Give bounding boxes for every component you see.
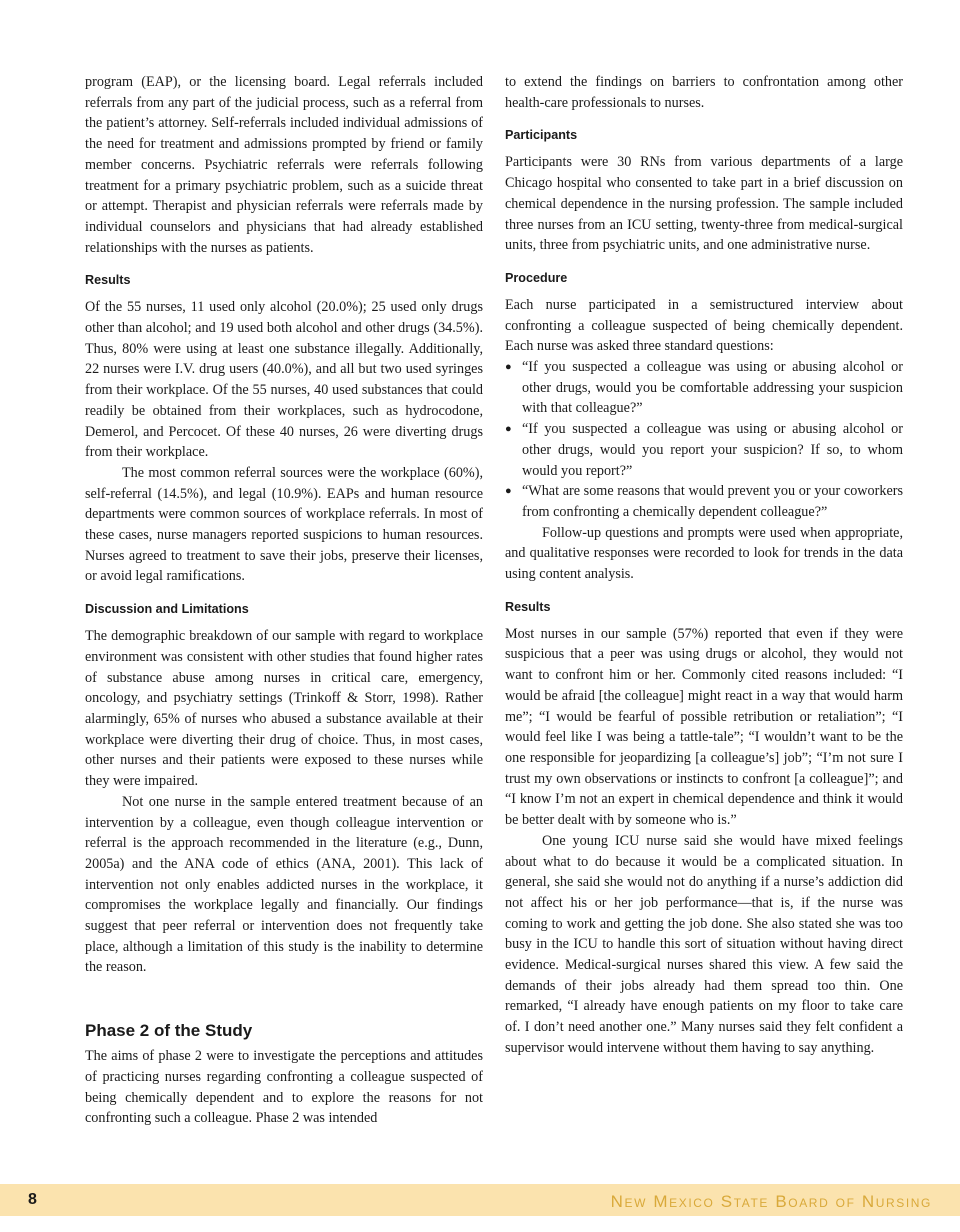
question-text: “If you suspected a colleague was using or abusing alcohol or other drugs, would you be comfortable addressing your suspicion with that colleague?”	[522, 359, 903, 417]
paragraph-procedure: Each nurse participated in a semistructured interview about confronting a colleague suspected of being chemically dependent. Each nurse was asked three standard questions:	[505, 296, 903, 355]
paragraph-discussion-intervention: Not one nurse in the sample entered treatment because of an intervention by a colleague, even though colleague intervention or referral is the approach recommended in the literature (e.g., Dunn, 2005a) and the ANA code of ethics (ANA, 2001). This lack of intervention not only enables addicted nurses in the workplace, it compromises the workplace legally and financially. Our findings suggest that peer referral or intervention does not frequently take place, although a limitation of this study is the inability to determine the reason.	[85, 793, 483, 976]
paragraph-procedure-followup: Follow-up questions and prompts were used when appropriate, and qualitative responses were recorded to look for trends in the data using content analysis.	[505, 524, 903, 583]
left-column	[85, 72, 483, 1129]
heading-participants: Participants	[505, 128, 578, 143]
heading-discussion-limitations: Discussion and Limitations	[85, 602, 249, 617]
list-item-question-1	[505, 357, 903, 419]
heading-results-phase2: Results	[505, 599, 551, 614]
page-footer	[0, 1184, 960, 1216]
heading-results-phase1: Results	[85, 273, 131, 288]
question-list	[505, 357, 903, 523]
paragraph-referral-types: program (EAP), or the licensing board. Legal referrals included referrals from any part of the judicial process, such as a referral from the patient’s attorney. Self-referrals included individual admissions of the need for treatment and admissions prompted by friend or family member concerns. Psychiatric referrals were referrals following treatment for a primary psychiatric problem, such as a suicide threat or attempt. Therapist and physician referrals were referrals made by individual counselors and physicians that had already established relationships with the nurses as patients.	[85, 74, 483, 256]
question-text: “If you suspected a colleague was using or abusing alcohol or other drugs, would you report your suspicion? If so, to whom would you report?”	[522, 421, 903, 479]
publication-title: New Mexico State Board of Nursing	[610, 1192, 932, 1211]
paragraph-participants: Participants were 30 RNs from various departments of a large Chicago hospital who consented to take part in a brief discussion on chemical dependence in the nursing profession. The sample included three nurses from an ICU setting, twenty-three from medical-surgical units, three from psychiatric units, and one administrative nurse.	[505, 154, 903, 254]
paragraph-phase2-aims: The aims of phase 2 were to investigate the perceptions and attitudes of practicing nurses regarding confronting a colleague suspected of being chemically dependent and to explore the reasons for not confronting such a colleague. Phase 2 was intended	[85, 1048, 483, 1127]
list-item-question-2	[505, 419, 903, 481]
paragraph-results-reluctance: Most nurses in our sample (57%) reported that even if they were suspicious that a peer was using drugs or alcohol, they would not want to confront him or her. Commonly cited reasons included: “I would be afraid [the colleague] might react in a way that would harm me”; “I would be fearful of possible retribution or retaliation”; “I would feel like I was being a tattle-tale”; “I wouldn’t want to be the one responsible for jeopardizing [a colleague’s] job”; “I’m not sure I trust my own observations or instincts to confront [a colleague]”; and “I know I’m not an expert in chemical dependence and think it would be better dealt with by someone who is.”	[505, 625, 903, 829]
bullet-icon: ●	[505, 423, 512, 436]
page-number: 8	[28, 1191, 37, 1208]
paragraph-results-icu-nurse: One young ICU nurse said she would have mixed feelings about what to do because it would be a complicated situation. In general, she said she would not do anything if a nurse’s addiction did not affect his or her job performance—that is, if the nurse was coming to work and getting the job done. She also stated she was too busy in the ICU to handle this sort of situation without having direct evidence. Medical-surgical nurses shared this view. A few said the demands of their jobs already had them spread too thin. One remarked, “I already have enough patients on my floor to take care of. I don’t need another one.” Many nurses said they felt confident a supervisor would intervene without them having to say anything.	[505, 832, 903, 1056]
right-column	[505, 72, 903, 1059]
paragraph-results-substances: Of the 55 nurses, 11 used only alcohol (20.0%); 25 used only drugs other than alcohol; and 19 used both alcohol and other drugs (34.5%). Thus, 80% were using at least one substance illegally. Additionally, 22 nurses were I.V. drug users (40.0%), and all but two used syringes from their workplace. Of the 55 nurses, 40 used substances that could readily be obtained from their workplaces, such as hydrocodone, Demerol, and Percocet. Of these 40 nurses, 26 were diverting drugs from their workplace.	[85, 299, 483, 461]
bullet-icon: ●	[505, 361, 512, 374]
paragraph-phase2-continued: to extend the findings on barriers to confrontation among other health-care professionals to nurses.	[505, 74, 903, 111]
question-text: “What are some reasons that would prevent you or your coworkers from confronting a chemically dependent colleague?”	[522, 483, 903, 520]
heading-phase-2: Phase 2 of the Study	[85, 1021, 253, 1041]
list-item-question-3	[505, 481, 903, 522]
paragraph-results-referral-sources: The most common referral sources were the workplace (60%), self-referral (14.5%), and legal (10.9%). EAPs and human resource departments were common sources of workplace referrals. In most of these cases, nurse managers reported suspicions to human resources. Nurses agreed to treatment to save their jobs, preserve their licenses, or avoid legal ramifications.	[85, 464, 483, 585]
paragraph-discussion-demographics: The demographic breakdown of our sample with regard to workplace environment was consistent with other studies that found higher rates of substance abuse among nurses in critical care, emergency, oncology, and psychiatry settings (Trinkoff & Storr, 1998). Rather alarmingly, 65% of nurses who abused a substance available at their workplace were diverting their drug of choice. Thus, in most cases, other nurses and their patients were exposed to these nurses while they were impaired.	[85, 628, 483, 790]
heading-procedure: Procedure	[505, 270, 568, 285]
bullet-icon: ●	[505, 485, 512, 498]
